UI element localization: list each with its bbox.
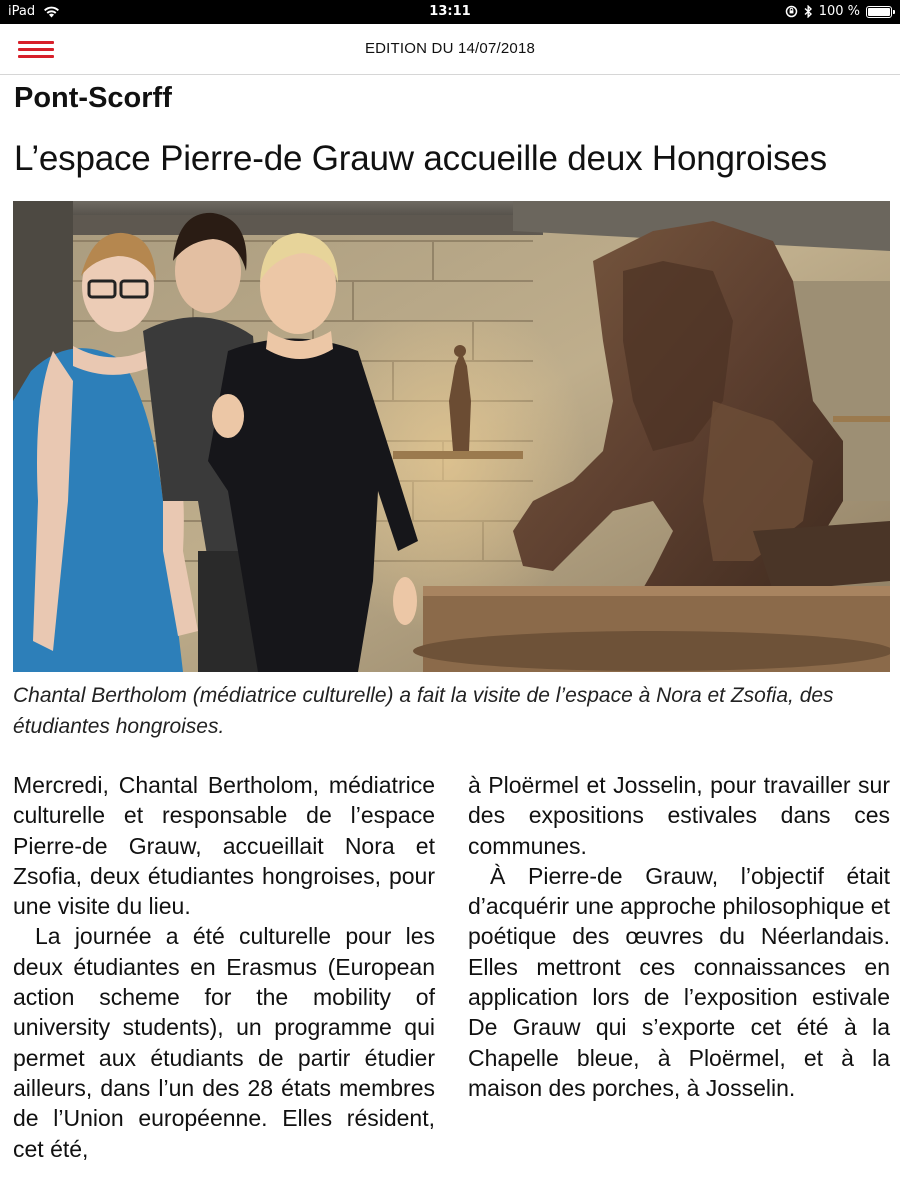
clock: 13:11 [429,4,471,19]
battery-percent: 100 % [818,4,860,19]
article-body-left-column [13,770,435,1164]
body-paragraph: à Ploërmel et Josselin, pour travailler sur des expositions estivales dans ces communes. [468,772,890,859]
orientation-lock-icon [785,5,798,18]
body-paragraph: Mercredi, Chantal Bertholom, médiatrice culturelle et responsable de l’espace Pierre-de Grauw, accueillait Nora et Zsofia, deux étudiantes hongroises, pour une visite du lieu. [13,772,435,920]
battery-fill [868,8,890,16]
article-headline: L’espace Pierre-de Grauw accueille deux Hongroises [14,139,827,178]
device-name: iPad [8,4,36,19]
battery-icon [866,6,892,18]
article-body-right-column [468,770,890,1103]
edition-date: EDITION DU 14/07/2018 [364,40,536,57]
status-bar [0,0,900,24]
top-nav-bar [0,24,900,75]
section-title: Pont-Scorff [14,82,172,114]
article-photo[interactable] [13,201,890,672]
photo-caption: Chantal Bertholom (médiatrice culturelle) a fait la visite de l’espace à Nora et Zsofia, des étudiantes hongroises. [13,684,834,738]
body-paragraph: La journée a été culturelle pour les deux étudiantes en Erasmus (European action scheme for the mobility of university students), un programme qui permet aux étudiants de partir étudier ailleurs, dans l’un des 28 états membres de l’Union européenne. Elles résident, cet été, [13,923,435,1162]
status-right [785,4,892,19]
body-paragraph: À Pierre-de Grauw, l’objectif était d’acquérir une approche philosophique et poétique des œuvres du Néerlandais. Elles mettront ces connaissances en application lors de l’exposition estivale De Grauw qui s’exporte cet été à la Chapelle bleue, à Ploërmel, et à la maison des porches, à Josselin. [468,862,890,1101]
bluetooth-icon [804,5,813,18]
